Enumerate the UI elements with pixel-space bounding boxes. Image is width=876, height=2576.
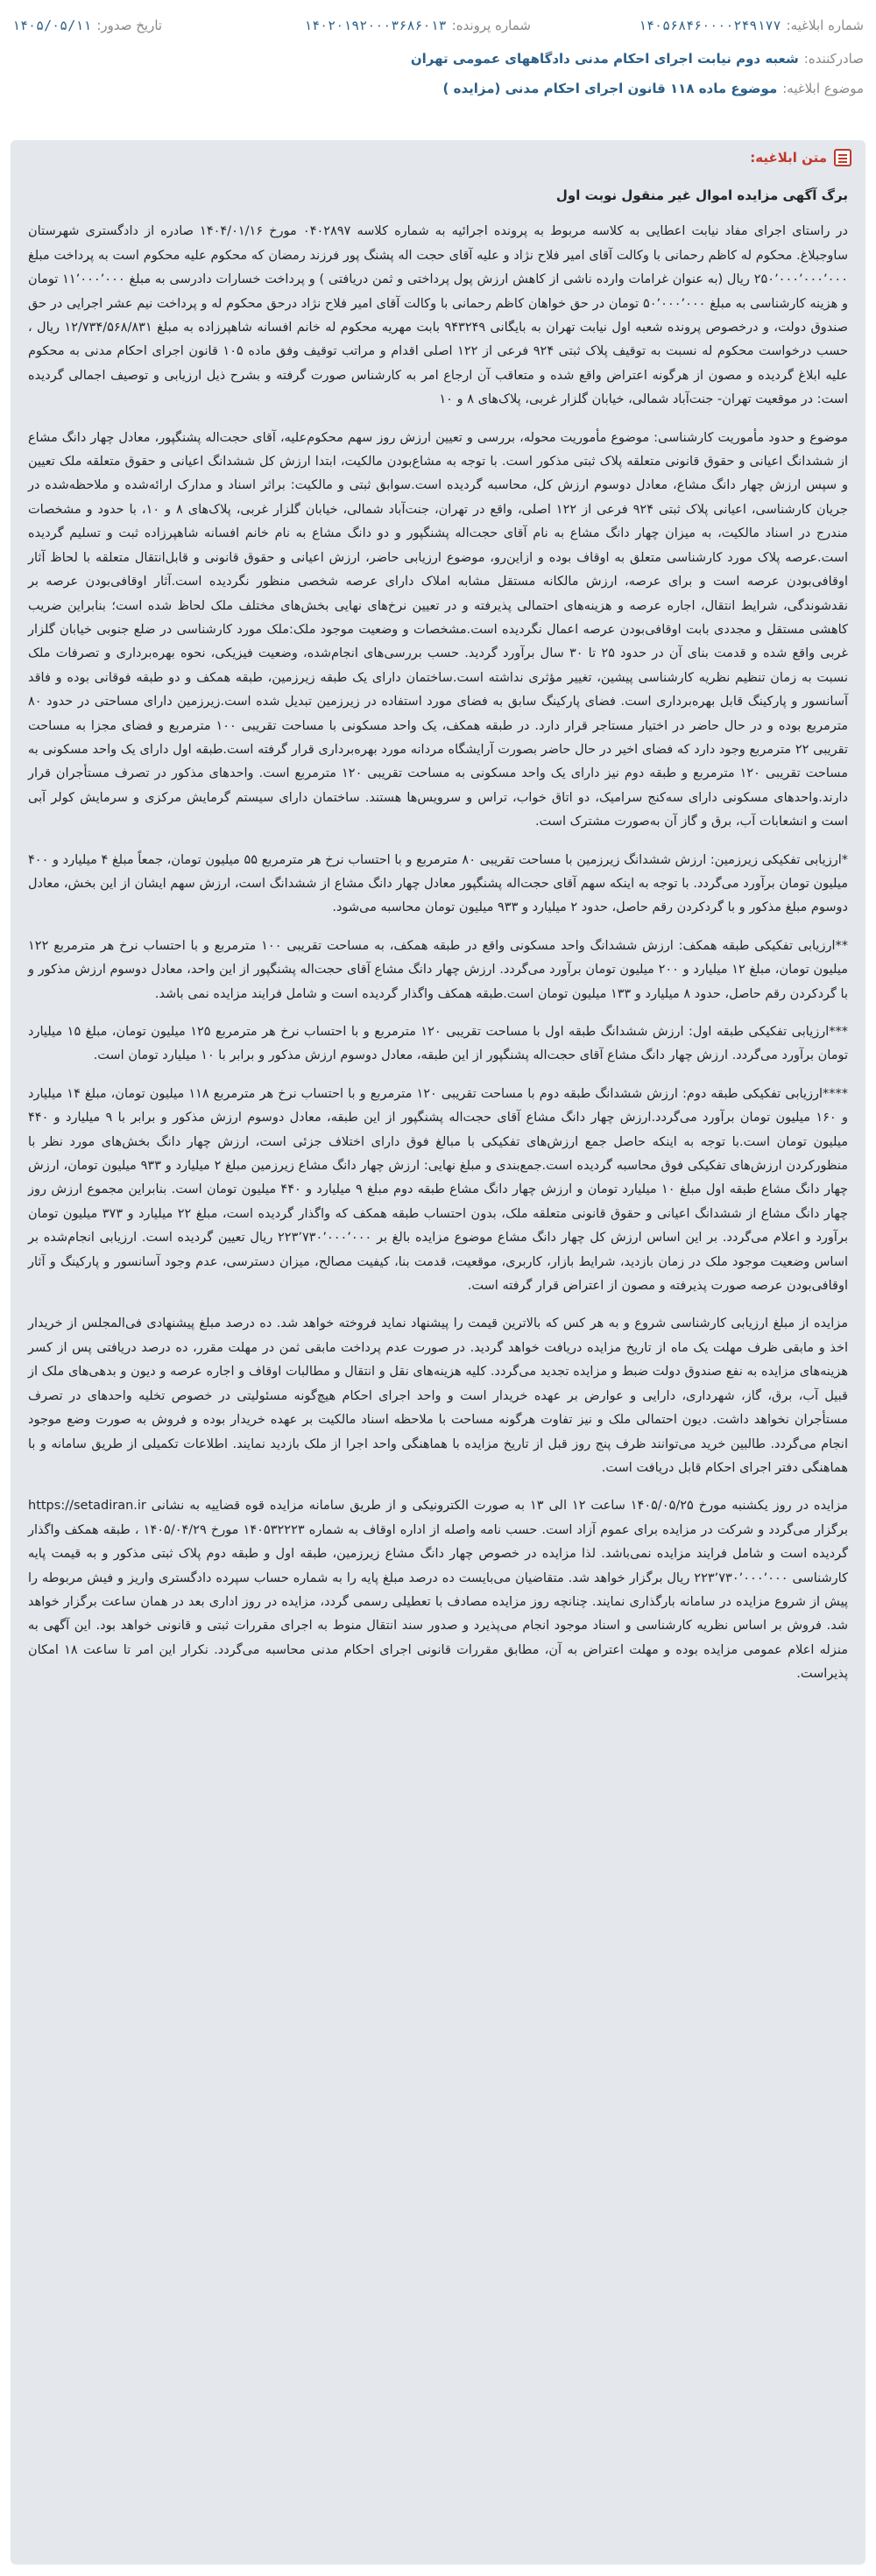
notice-paragraph-second-floor: ****ارزیابی تفکیکی طبقه دوم: ارزش ششدانگ طبقه دوم با مساحت تقریبی ۱۲۰ مترمربع و با احتساب نرخ هر مترمربع ۱۱۸ میلیون تومان، مبلغ ۱۴ میلیارد و ۱۶۰ میلیون تومان برآورد می‌گردد.ارزش چهار دانگ مشاع آقای حجت‌اله پشنگپور از این طبقه، معادل دوسوم ارزش مذکور و برابر با ۹ میلیارد و ۴۴۰ میلیون تومان است.با توجه به اینکه حاصل جمع ارزش‌های تفکیکی با مبالغ فوق دارای اختلاف جزئی است، ارزش چهار دانگ بخش‌های مورد نظر با منظورکردن ارزش‌های تفکیکی فوق محاسبه گردیده است.جمع‌بندی و مبلغ نهایی: ارزش چهار دانگ مشاع زیرزمین مبلغ ۲ میلیارد و ۹۳۳ میلیون تومان، ارزش چهار دانگ مشاع طبقه اول مبلغ ۱۰ میلیارد تومان و ارزش چهار دانگ مشاع طبقه دوم مبلغ ۹ میلیارد و ۴۴۰ میلیون تومان است. بنابراین مجموع ارزش روز چهار دانگ مشاع از ششدانگ اعیانی و حقوق قانونی متعلقه ملک، بدون احتساب طبقه همکف که واگذار گردیده است، مبلغ ۲۲ میلیارد و ۳۷۳ میلیون تومان برآورد و اعلام می‌گردد. بر این اساس ارزش کل چهار دانگ مشاع موضوع مزایده بالغ بر ۲۲۳٬۷۳۰٬۰۰۰٬۰۰۰ ریال تعیین گردیده است. ارزیابی انجام‌شده بر اساس وضعیت موجود ملک در زمان بازدید، شرایط بازار، کاربری، موقعیت، قدمت بنا، کیفیت مصالح، میزان دسترسی، عدم وجود آسانسور و پارکینگ و آثار اوقافی‌بودن عرصه صورت پذیرفته و مصون از اعتراض قرار گرفته است.	[28, 1086, 849, 1294]
issuer-label: صادرکننده:	[803, 51, 864, 67]
subject-value: موضوع ماده ۱۱۸ قانون اجرای احکام مدنی (مزایده )	[442, 81, 778, 96]
issue-date	[12, 18, 162, 33]
case-number-value[interactable]: ۱۴۰۲۰۱۹۲۰۰۰۳۶۸۶۰۱۳	[304, 18, 447, 33]
notice-number	[639, 18, 864, 33]
notice-paragraph-auction-terms: مزایده از مبلغ ارزیابی کارشناسی شروع و به هر کس که بالاترین قیمت را پیشنهاد نماید فروخته خواهد شد. ده درصد مبلغ پیشنهادی فی‌المجلس از خریدار اخذ و مابقی ظرف مهلت یک ماه از تاریخ مزایده دریافت خواهد گردید. در صورت عدم پرداخت مابقی ثمن در مهلت مقرر، ده درصد دریافتی پس از کسر هزینه‌های مزایده به نفع صندوق دولت ضبط و مزایده تجدید می‌گردد. کلیه هزینه‌های نقل و انتقال و مطالبات اوقاف و اجاره عرصه و دیون و بدهی‌های ملک از قبیل آب، برق، گاز، شهرداری، دارایی و عوارض بر عهده خریدار است و واحد اجرای احکام هیچ‌گونه مسئولیتی در خصوص تخلیه واحدهای در تصرف مستأجران نخواهد داشت. دیون احتمالی ملک و نیز تفاوت هرگونه مساحت با ملاحظه اسناد مالکیت بر عهده خریدار بوده و فروش به صورت وضع موجود انجام می‌گردد. طالبین خرید می‌توانند ظرف پنج روز قبل از تاریخ مزایده با هماهنگی واحد اجرا از ملک بازدید نمایند. اطلاعات تکمیلی از طریق سامانه و با هماهنگی دفتر اجرای احکام قابل دریافت است.	[28, 1316, 848, 1475]
header-row-subject	[12, 75, 864, 102]
notice-paragraph-expert-scope: موضوع و حدود مأموریت کارشناسی: موضوع مأموریت محوله، بررسی و تعیین ارزش روز سهم محکوم‌علیه، آقای حجت‌اله پشنگپور، معادل چهار دانگ مشاع از ششدانگ اعیانی و حقوق قانونی متعلقه پلاک ثبتی مذکور است. با توجه به مشاع‌بودن مالکیت، ابتدا ارزش کل ششدانگ اعیانی و حقوق متعلقه ملک تعیین و سپس ارزش چهار دانگ مشاع، معادل دوسوم ارزش کل، محاسبه گردیده است.سوابق ثبتی و مالکیت: براثر اسناد و مدارک ارائه‌شده و ملاحظه‌شده در جریان کارشناسی، اعیانی پلاک ثبتی ۹۲۴ فرعی از ۱۲۲ اصلی، واقع در تهران، جنت‌آباد شمالی، خیابان گلزار غربی، پلاک‌های ۸ و ۱۰، با حدود و مشخصات مندرج در اسناد مالکیت، به میزان چهار دانگ مشاع به نام آقای حجت‌اله پشنگپور و دو دانگ مشاع به نام خانم افسانه شاهپرزاده ثبت و تسلیم گردیده است.عرصه پلاک مورد کارشناسی متعلق به اوقاف بوده و ازاین‌رو، موضوع ارزیابی حاضر، ارزش اعیانی و حقوق قانونی و قابل‌انتقال متعلقه با لحاظ آثار اوقافی‌بودن عرصه است و برای عرصه، ارزش مالکانه مستقل مشابه املاک دارای عرصه شخصی منظور نگردیده است.آثار اوقافی‌بودن عرصه بر نقدشوندگی، شرایط انتقال، اجاره عرصه و هزینه‌های احتمالی پذیرفته و در تعیین نرخ‌های نهایی بخش‌های مختلف ملک لحاظ شده است؛ بنابراین ضریب کاهشی مستقل و مجددی بابت اوقافی‌بودن عرصه اعمال نگردیده است.مشخصات و وضعیت موجود ملک:ملک مورد کارشناسی در ضلع جنوبی خیابان گلزار غربی واقع شده و قدمت بنای آن در حدود ۲۵ تا ۳۰ سال برآورد گردید. حسب بررسی‌های انجام‌شده، وضعیت فیزیکی، نحوه بهره‌برداری و تصرفات ملک نسبت به زمان تنظیم نظریه کارشناسی پیشین، تغییر مؤثری نداشته است.ساختمان دارای یک طبقه زیرزمین، طبقه همکف و دو طبقه فوقانی بوده و فاقد آسانسور و پارکینگ قابل بهره‌برداری است. فضای پارکینگ سابق به فضای مورد استفاده در زیرزمین تبدیل شده است.زیرزمین دارای مساحتی در حدود ۸۰ مترمربع بوده و در حال حاضر در اختیار مستاجر قرار دارد. در طبقه همکف، یک واحد مسکونی با مساحت تقریبی ۱۰۰ مترمربع و فضای مجزا به مساحت تقریبی ۲۲ مترمربع وجود دارد که فضای اخیر در حال حاضر بصورت آرایشگاه مردانه مورد بهره‌برداری قرار گرفته است.طبقه اول دارای یک واحد مسکونی به مساحت تقریبی ۱۲۰ مترمربع و طبقه دوم نیز دارای یک واحد مسکونی به مساحت تقریبی ۱۲۰ مترمربع است. واحدهای مذکور در تصرف مستأجران قرار دارند.واحدهای مسکونی دارای سه‌کنج سرامیک، دو اتاق خواب، تراس و سرویس‌ها هستند. ساختمان دارای سیستم گرمایش مرکزی و سرمایش کولر آبی است و انشعابات آب، برق و گاز آن به‌صورت مشترک است.	[28, 430, 849, 829]
content-title	[750, 149, 851, 166]
subject-label: موضوع ابلاغیه:	[782, 81, 864, 96]
notice-header	[0, 0, 876, 147]
notice-paragraph-basement: *ارزیابی تفکیکی زیرزمین: ارزش ششدانگ زیرزمین با مساحت تقریبی ۸۰ مترمربع و با احتساب نرخ هر مترمربع ۵۵ میلیون تومان، جمعاً مبلغ ۴ میلیارد و ۴۰۰ میلیون تومان برآورد می‌گردد. با توجه به اینکه سهم آقای حجت‌اله پشنگپور معادل چهار دانگ مشاع از ششدانگ است، ارزش سهم ایشان از این بخش، معادل دوسوم مبلغ مذکور و با گردکردن رقم حاصل، حدود ۲ میلیارد و ۹۳۳ میلیون تومان محاسبه می‌شود.	[28, 852, 848, 915]
case-number	[304, 18, 531, 33]
notice-number-value[interactable]: ۱۴۰۵۶۸۴۶۰۰۰۰۲۴۹۱۷۷	[638, 18, 781, 33]
header-row-issuer	[12, 46, 864, 72]
notice-number-label: شماره ابلاغیه:	[786, 18, 864, 33]
notice-body	[28, 184, 848, 1701]
notice-paragraph-ground-floor: **ارزیابی تفکیکی طبقه همکف: ارزش ششدانگ واحد مسکونی واقع در طبقه همکف، به مساحت تقریبی ۱۰۰ مترمربع و با احتساب نرخ هر مترمربع ۱۲۲ میلیون تومان، مبلغ ۱۲ میلیارد و ۲۰۰ میلیون تومان برآورد می‌گردد. ارزش چهار دانگ مشاع آقای حجت‌اله پشنگپور از این واحد، معادل دوسوم ارزش مذکور و با گردکردن رقم حاصل، حدود ۸ میلیارد و ۱۳۳ میلیون تومان است.طبقه همکف واگذار گردیده است و شامل فرایند مزایده نمی باشد.	[28, 938, 848, 1001]
notice-paragraph-auction-schedule: مزایده در روز یکشنبه مورخ ۱۴۰۵/۰۵/۲۵ ساعت ۱۲ الی ۱۳ به صورت الکترونیکی و از طریق سامانه مزایده قوه قضاییه به نشانی https://setadiran.ir برگزار می‌گردد و شرکت در مزایده برای عموم آزاد است. حسب نامه واصله از اداره اوقاف به شماره ۱۴۰۵۳۲۲۲۳ مورخ ۱۴۰۵/۰۴/۲۹ ، طبقه همکف واگذار گردیده است و شامل فرایند مزایده نمی‌باشد. لذا مزایده در خصوص چهار دانگ مشاع زیرزمین، طبقه اول و طبقه دوم پلاک ثبتی مذکور و به قیمت پایه کارشناسی ۲۲۳٬۷۳۰٬۰۰۰٬۰۰۰ ریال برگزار خواهد شد. متقاضیان می‌بایست ده درصد مبلغ پایه را به شماره حساب سپرده دادگستری واریز و فیش مربوطه را پیش از شروع مزایده در سامانه بارگذاری نمایند. چنانچه روز مزایده مصادف با تعطیلی رسمی گردد، مزایده در روز اداری بعد در همان ساعت برگزار خواهد شد. فروش بر اساس نظریه کارشناسی و اسناد موجود انجام می‌پذیرد و صدور سند انتقال منوط به اجرای مقررات ثبتی و قانونی خواهد بود. این آگهی به منزله اعلام عمومی مزایده بوده و مهلت اعتراض به آن، مطابق مقررات قانونی اجرای احکام مدنی محاسبه می‌گردد. نکرار این امر تا ساعت ۱۸ امکان پذیراست.	[28, 1499, 849, 1682]
notice-headline: برگ آگهی مزایده اموال غیر منقول نوبت اول	[555, 187, 848, 203]
header-row-numbers	[12, 12, 864, 39]
issuer-value: شعبه دوم نیابت اجرای احکام مدنی دادگاههای عمومی تهران	[410, 51, 799, 67]
case-number-label: شماره پرونده:	[451, 18, 531, 33]
notice-paragraph-first-floor: ***ارزیابی تفکیکی طبقه اول: ارزش ششدانگ طبقه اول با مساحت تقریبی ۱۲۰ مترمربع و با احتساب نرخ هر مترمربع ۱۲۵ میلیون تومان، مبلغ ۱۵ میلیارد تومان برآورد می‌گردد. ارزش چهار دانگ مشاع آقای حجت‌اله پشنگپور از این طبقه، معادل دوسوم ارزش مذکور و برابر با ۱۰ میلیارد تومان است.	[28, 1025, 849, 1063]
issue-date-label: تاریخ صدور:	[96, 18, 163, 33]
document-icon	[834, 149, 851, 166]
notice-content-panel	[11, 140, 865, 2565]
notice-paragraph-execution: در راستای اجرای مفاد نیابت اعطایی به کلاسه مربوط به پرونده اجرائیه به شماره کلاسه ۰۴۰۲۸۹۷ مورخ ۱۴۰۴/۰۱/۱۶ صادره از دادگستری شهرستان ساوجبلاغ. محکوم له کاظم رحمانی با وکالت آقای امیر فلاح نژاد و علیه آقای حجت اله پشنگ پور فرزند رمضان که محکوم علیه محکوم است به پرداخت مبلغ ۲۵۰٬۰۰۰٬۰۰۰٬۰۰۰ ریال (به عنوان غرامات وارده ناشی از کاهش ارزش پول پرداختی و ثمن دریافتی ) و پرداخت خسارات دادرسی به مبلغ ۱۱٬۰۰۰٬۰۰۰ تومان و هزینه کارشناسی به مبلغ ۵۰٬۰۰۰٬۰۰۰ تومان در حق خواهان کاظم رحمانی با وکالت آقای امیر فلاح نژاد درحق محکوم له و پرداخت نیم عشر اجرایی در حق صندوق دولت، و درخصوص پرونده شعبه اول نیابت تهران به بایگانی ۹۴۳۲۴۹ بابت مهریه محکوم له خانم افسانه شاهپرزاده به مبلغ ۱۲/۷۳۴/۵۶۸/۸۳۱ ریال ، حسب درخواست محکوم له نسبت به توقیف پلاک ثبتی ۹۲۴ فرعی از ۱۲۲ اصلی اقدام و مراتب توقیف وفق ماده ۱۰۵ قانون اجرای احکام مدنی به محکوم علیه ابلاغ گردیده و مصون از هرگونه اعتراض واقع شده و متعاقب آن ارجاع امر به کارشناس صورت گرفته و بشرح ذیل ارزیابی و توصیف اجمالی گردیده است: در موقعیت تهران- جنت‌آباد شمالی، خیابان گلزار غربی، پلاک‌های ۸ و ۱۰	[28, 224, 849, 407]
content-title-label: متن ابلاغیه:	[750, 150, 827, 166]
issue-date-value: ۱۴۰۵/۰۵/۱۱	[12, 18, 92, 33]
